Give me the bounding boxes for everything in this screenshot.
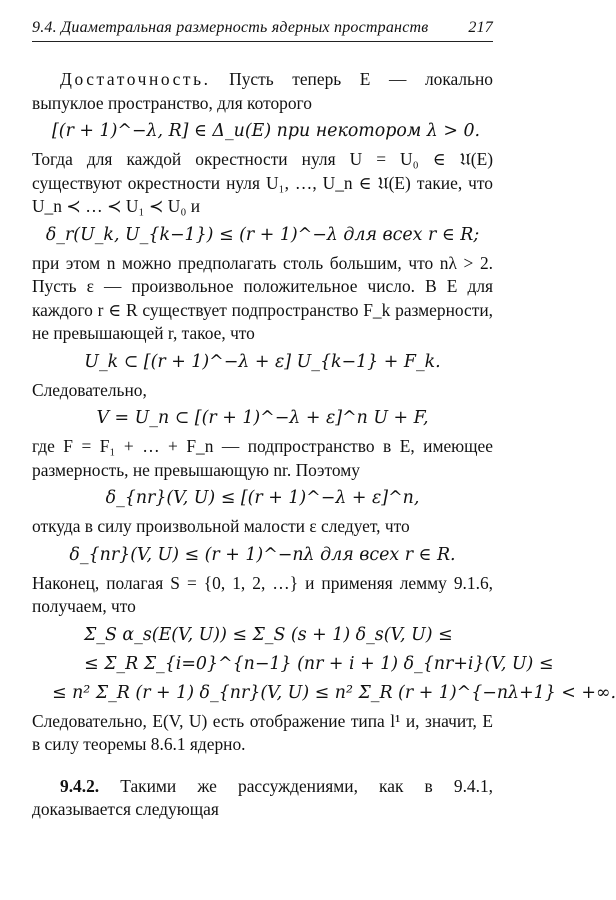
formula-7b: ≤ Σ_R Σ_{i=0}^{n−1} (nr + i + 1) δ_{nr+i}(V, U) ≤: [84, 653, 554, 674]
page-number: 217: [468, 19, 493, 36]
running-head: [32, 18, 493, 42]
formula-6: δ_{nr}(V, U) ≤ (r + 1)^−nλ для всех r ∈ R.: [69, 544, 456, 565]
paragraph-9-text: Такими же рассуждениями, как в 9.4.1, доказывается следующая: [32, 775, 493, 819]
paragraph-sufficiency-text: Пусть теперь E — локально выпуклое пространство, для которого: [32, 69, 493, 113]
paragraph-5: где F = F₁ + … + F_n — подпространство в E, имеющее размерность, не превышающую nr. Поэтому: [32, 436, 493, 480]
formula-2: δ_r(U_k, U_{k−1}) ≤ (r + 1)^−λ для всех r ∈ R;: [45, 224, 480, 245]
formula-7a: Σ_S α_s(E(V, U)) ≤ Σ_S (s + 1) δ_s(V, U) ≤: [84, 624, 453, 645]
formula-4: V = U_n ⊂ [(r + 1)^−λ + ε]^n U + F,: [96, 408, 429, 428]
formula-1: [(r + 1)^−λ, R] ∈ Δ_u(E) при некотором λ > 0.: [52, 121, 481, 141]
paragraph-2: Тогда для каждой окрестности нуля U = U₀ ∈ 𝔘(E) существуют окрестности нуля U₁, …, U_n ∈ 𝔘(E) такие, что U_n ≺ … ≺ U₁ ≺ U₀ и: [32, 149, 493, 216]
section-number: 9.4.2.: [60, 775, 100, 796]
paragraph-8: Следовательно, E(V, U) есть отображение типа l¹ и, значит, E в силу теоремы 8.6.1 ядерно.: [32, 710, 493, 754]
running-head-title: 9.4. Диаметральная размерность ядерных пространств: [32, 19, 429, 36]
paragraph-sufficiency: [32, 68, 493, 115]
book-page: [32, 18, 616, 822]
paragraph-7: Наконец, полагая S = {0, 1, 2, …} и применяя лемму 9.1.6, получаем, что: [32, 572, 493, 616]
formula-7c: ≤ n² Σ_R (r + 1) δ_{nr}(V, U) ≤ n² Σ_R (r + 1)^{−nλ+1} < +∞.: [52, 682, 616, 703]
sufficiency-label: Достаточность.: [60, 69, 211, 89]
formula-3: U_k ⊂ [(r + 1)^−λ + ε] U_{k−1} + F_k.: [84, 351, 441, 372]
formula-5: δ_{nr}(V, U) ≤ [(r + 1)^−λ + ε]^n,: [105, 488, 420, 508]
paragraph-9: [32, 775, 493, 822]
paragraph-3: при этом n можно предполагать столь большим, что nλ > 2. Пусть ε — произвольное положительное число. В E для каждого r ∈ R существует подпространство F_k размерности, не превышающей r, такое, что: [32, 252, 493, 343]
paragraph-4: Следовательно,: [32, 379, 147, 400]
paragraph-6: откуда в силу произвольной малости ε следует, что: [32, 516, 410, 536]
